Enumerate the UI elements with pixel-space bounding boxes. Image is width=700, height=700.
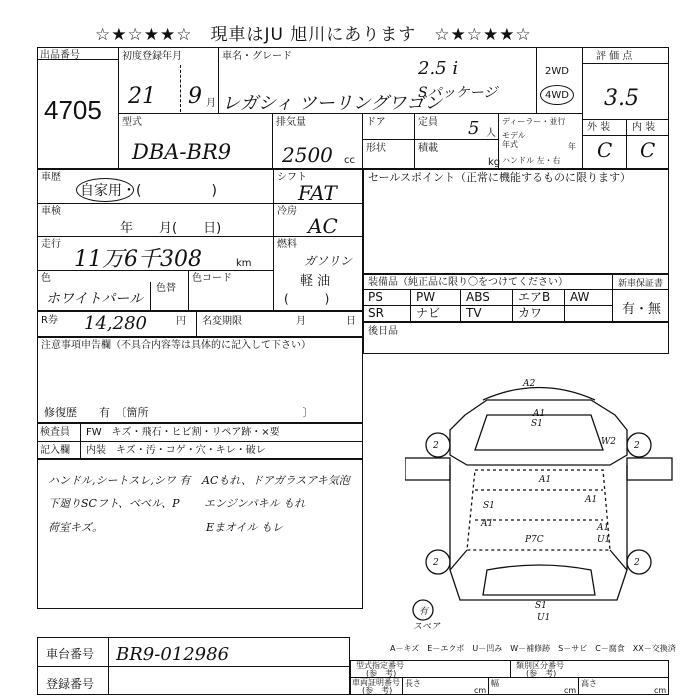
dealer-year: 年: [568, 142, 576, 151]
score-ext: C: [597, 138, 613, 162]
diagram-label: U1: [537, 613, 551, 623]
cap-load-label: 積載: [418, 143, 438, 154]
diagram-label: U1: [597, 535, 611, 545]
diagram-label: A1: [533, 409, 546, 419]
lot-number: 4705: [44, 95, 102, 125]
recycle-value: 14,280: [84, 313, 147, 334]
len-label: 車両証明番号: [352, 678, 400, 687]
reg-label: 初度登録年月: [122, 51, 182, 62]
equip-item-row1-2: ABS: [466, 290, 490, 304]
doors-label: ドア: [366, 117, 386, 128]
inspection-value: 年 月( 日): [120, 221, 222, 236]
fuel-value: ガソリン: [304, 254, 353, 268]
diagram-label: A2: [523, 379, 536, 389]
sales-frame: [363, 169, 669, 274]
fuel-diesel: 軽 油: [300, 274, 331, 289]
cap-unit: 人: [486, 128, 496, 139]
equip-item-row2-2: TV: [466, 306, 482, 320]
mileage-unit: km: [236, 258, 252, 269]
owner-book-label: 後日品: [368, 326, 398, 337]
diagram-label: P7C: [525, 535, 544, 545]
diagram-label: スペア: [413, 622, 441, 632]
reg-month: 9: [188, 84, 202, 109]
warranty-value: 有・無: [622, 302, 662, 317]
equip-item-row2-0: SR: [368, 306, 384, 320]
diagram-label: A1: [597, 523, 610, 533]
score-label: 評 価 点: [596, 51, 633, 62]
color-change: 色替: [156, 283, 176, 294]
mileage-value: 11万6千308: [74, 247, 202, 272]
score-value: 3.5: [604, 86, 639, 111]
check-label2: 記入欄: [40, 445, 70, 456]
color-value: ホワイトパール: [46, 291, 144, 307]
regnum-label: 登録番号: [46, 677, 95, 691]
height-label: 高さ: [581, 679, 597, 688]
length-label: 長さ: [405, 679, 421, 688]
diagram-label: S1: [483, 501, 495, 511]
history-value: 自家用・( ): [80, 183, 217, 199]
diagram-label: A1: [585, 495, 598, 505]
remark-5: エンジンパキル もれ: [204, 497, 306, 510]
dealer-label: ディーラー・並行: [502, 117, 566, 126]
sales-label: セールスポイント（正常に機能するものに限ります）: [368, 171, 632, 184]
ac-value: AC: [308, 214, 338, 238]
recycle-label: R券: [41, 315, 58, 326]
diagram-label: A1: [481, 519, 494, 529]
cat-sub: (参 考): [526, 669, 557, 678]
notes-repair: 修復歴 有 〔箇所 〕: [44, 406, 314, 419]
score-ext-label: 外 装: [587, 122, 611, 133]
check-label: 検査員: [40, 427, 70, 438]
model-label: 型式: [122, 117, 142, 128]
remark-2: 下廻りSCフト、ベベル、P: [48, 497, 180, 510]
diagram-label: 2: [634, 441, 640, 451]
score-int: C: [640, 138, 656, 162]
diagram-label: 2: [433, 558, 439, 568]
height-unit: cm: [654, 686, 667, 695]
notes-label: 注意事項申告欄（不具合内容等は具体的に記入して下さい）: [41, 340, 311, 351]
dealer-handle: ハンドル 左・右: [502, 156, 561, 165]
length-unit: cm: [474, 686, 487, 695]
car-name: レガシィ ツーリングワゴン: [222, 93, 443, 114]
diagram-label: A1: [539, 475, 552, 485]
cat-label: 類別区分番号: [516, 661, 564, 670]
name-exp-label: 名変期限: [202, 316, 242, 327]
diagram-label: W2: [601, 437, 616, 447]
reg-month-unit: 月: [206, 98, 216, 109]
cap-load-unit: kg: [488, 157, 501, 168]
remark-6: Eまオイル もレ: [206, 521, 283, 534]
drive-2wd: 2WD: [545, 66, 569, 77]
equip-item-row1-0: PS: [368, 290, 383, 304]
car-grade-top: 2.5 i: [418, 58, 459, 79]
car-damage-diagram: [405, 370, 675, 635]
remark-4: ACもれ、ドアガラスアキ気泡: [202, 474, 350, 487]
equip-item-row1-3: エアB: [518, 290, 551, 304]
recycle-unit: 円: [176, 316, 186, 327]
diagram-label: S1: [531, 419, 543, 429]
fuel-label: 燃料: [277, 239, 297, 250]
width-label: 幅: [491, 679, 499, 688]
equip-item-row1-1: PW: [416, 290, 436, 304]
score-int-label: 内 装: [632, 122, 656, 133]
ac-label: 冷房: [277, 206, 297, 217]
header-banner: ☆★☆★★☆ 現車はJU 旭川にあります ☆★☆★★☆: [95, 25, 532, 45]
model-value: DBA-BR9: [132, 140, 232, 164]
chassis-value: BR9-012986: [116, 644, 230, 665]
history-label: 車歴: [41, 172, 61, 183]
shift-value: FAT: [298, 181, 337, 205]
equip-label: 装備品（純正品に限り〇をつけてください）: [368, 277, 568, 288]
dealer-model-year: モデル年式: [502, 131, 526, 149]
len-sub: (参 考): [362, 686, 393, 695]
width-unit: cm: [564, 686, 577, 695]
cap-value: 5: [468, 118, 480, 139]
drive-4wd: 4WD: [545, 90, 569, 101]
equip-item-row2-3: カワ: [518, 306, 543, 320]
equip-item-row2-1: ナビ: [416, 306, 441, 320]
history-circle: [76, 178, 134, 202]
doors-shape-label: 形状: [366, 143, 386, 154]
fuel-paren: ( ): [284, 292, 330, 306]
warranty-label: 新車保証書: [618, 279, 664, 289]
diagram-label: S1: [535, 601, 547, 611]
diagram-label: 2: [634, 558, 640, 568]
drive-4wd-circle: [540, 85, 574, 105]
disp-unit: cc: [344, 155, 355, 166]
car-label: 車名・グレード: [222, 51, 292, 62]
diagram-label: 2: [433, 441, 439, 451]
chassis-label: 車台番号: [46, 647, 95, 661]
color-label: 色: [41, 273, 51, 284]
mileage-label: 走行: [41, 239, 61, 250]
owner-frame: [363, 322, 669, 354]
check-items: FW キズ・飛石・ヒビ割・リペア跡・×要: [86, 427, 280, 438]
cap-label: 定員: [418, 117, 438, 128]
inspection-label: 車検: [41, 206, 61, 217]
name-exp-day: 日: [346, 316, 356, 327]
disp-label: 排気量: [276, 117, 306, 128]
equip-item-row1-4: AW: [570, 290, 590, 304]
lot-label: 出品番号: [40, 50, 80, 61]
type-label: 型式指定番号: [356, 661, 404, 670]
diagram-label: 有: [419, 607, 429, 617]
shift-label: シフト: [277, 172, 307, 183]
color-code-label: 色コード: [192, 273, 232, 284]
diagram-legend: A－キズ E－エクボ U－凹み W－補修跡 S－サビ C－腐食 XX－交換済: [390, 644, 676, 653]
remark-1: ハンドル,シートスレ,シワ 有: [48, 474, 191, 487]
car-grade-bottom: Sパッケージ: [418, 85, 498, 101]
reg-year: 21: [128, 84, 156, 109]
remark-3: 荷室キズ。: [48, 521, 104, 534]
disp-value: 2500: [282, 143, 333, 167]
check-items2: 内装 キズ・汚・コゲ・穴・キレ・破レ: [86, 445, 266, 456]
name-exp-month: 月: [296, 316, 306, 327]
type-sub: (参 考): [366, 669, 397, 678]
